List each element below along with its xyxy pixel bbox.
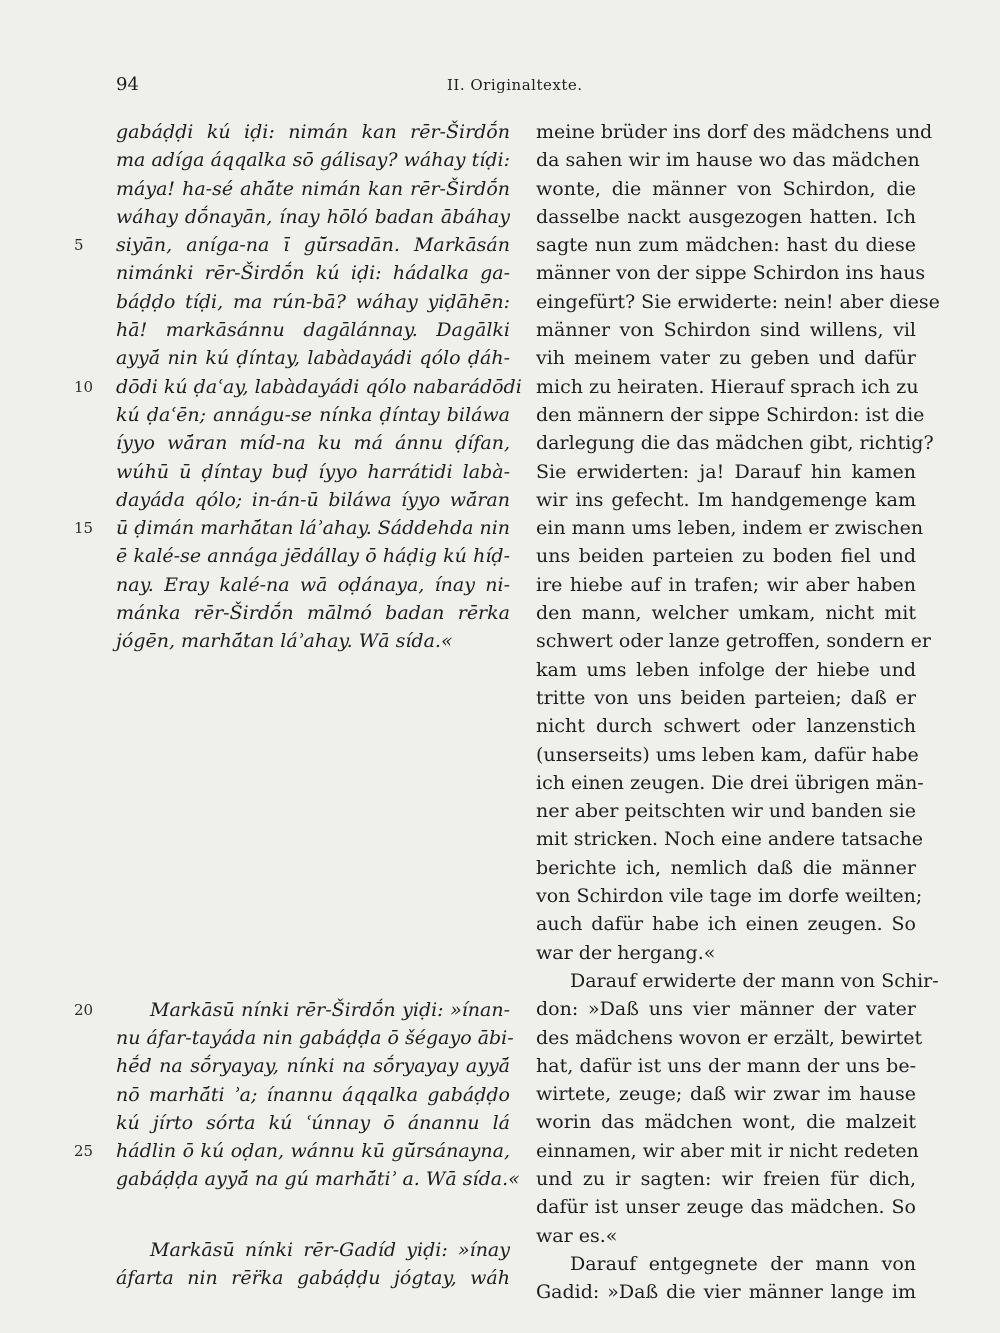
line-text: báḍḍo tíḍi, ma rún-bā? wáhay yiḍāhēn: — [116, 290, 510, 313]
somali-line — [116, 627, 510, 655]
line-text: Gadid: »Daß die vier männer lange im — [536, 1281, 916, 1304]
somali-line — [116, 599, 510, 627]
running-head: II. Originaltexte. — [447, 76, 583, 94]
original-text-column — [74, 118, 522, 1292]
german-line — [536, 627, 931, 655]
german-line — [536, 967, 939, 995]
line-text: íyyo wā́ran míd-na ku má ánnu ḍífan, — [116, 432, 510, 455]
german-line — [536, 741, 919, 769]
line-number: 10 — [74, 377, 94, 396]
somali-line — [116, 1081, 510, 1109]
line-text: eingefürt? Sie erwiderte: nein! aber diese — [536, 290, 940, 313]
line-text: kú jírto sórta kú ʿúnnay ō ánannu lá — [116, 1111, 510, 1134]
line-text: hat, dafür ist uns der mann der uns be- — [536, 1054, 916, 1077]
somali-line — [116, 571, 510, 599]
somali-line — [74, 373, 522, 401]
line-text: nimánki rēr-Širdṓn kú iḍi: hádalka ga- — [116, 262, 510, 285]
somali-line — [116, 401, 510, 429]
somali-line — [116, 1052, 510, 1080]
line-text: wir ins gefecht. Im handgemenge kam — [536, 488, 916, 511]
line-text: meine brüder ins dorf des mädchens und — [536, 121, 933, 143]
german-line — [536, 344, 916, 372]
line-text: den mann, welcher umkam, nicht mit — [536, 602, 916, 625]
line-number: 20 — [74, 1000, 94, 1019]
german-line — [536, 854, 916, 882]
german-line — [536, 684, 916, 712]
german-line — [536, 1137, 919, 1165]
german-line — [536, 175, 916, 203]
line-text: gabáḍḍa ayyā́ na gú marhā́tiʾ a. Wā sída.« — [116, 1168, 520, 1191]
line-text: den männern der sippe Schirdon: ist die — [536, 403, 925, 426]
somali-line — [116, 175, 510, 203]
german-line — [536, 882, 923, 910]
line-text: ner aber peitschten wir und banden sie — [536, 800, 916, 823]
german-line — [536, 1165, 916, 1193]
german-line — [536, 401, 925, 429]
line-text: gabáḍḍi kú iḍi: nimán kan rēr-Širdṓn — [116, 121, 510, 143]
somali-line — [116, 1165, 520, 1193]
translation-column — [536, 118, 940, 1306]
line-text: dafür ist unser zeuge das mädchen. So — [536, 1196, 916, 1219]
somali-line — [116, 203, 510, 231]
line-text: da sahen wir im hause wo das mädchen — [536, 149, 920, 172]
line-number: 15 — [74, 519, 94, 538]
line-text: ein mann ums leben, indem er zwischen — [536, 517, 924, 540]
line-text: Sie erwiderten: ja! Darauf hin kamen — [536, 460, 916, 483]
line-text: uns beiden parteien zu boden fiel und — [536, 545, 916, 568]
line-text: mit stricken. Noch eine andere tatsache — [536, 828, 923, 851]
somali-line — [74, 514, 511, 542]
line-text: wáhay dṓnayān, ínay hōló badan ābáhay — [116, 205, 510, 228]
line-text: männer von Schirdon sind willens, vil — [536, 319, 916, 342]
line-number: 5 — [74, 236, 84, 255]
german-line — [536, 1222, 916, 1250]
line-text: (unserseits) ums leben kam, dafür habe — [536, 743, 919, 766]
line-text: kam ums leben infolge der hiebe und — [536, 658, 916, 681]
german-line — [536, 316, 916, 344]
german-line — [536, 373, 919, 401]
line-text: dasselbe nackt ausgezogen hatten. Ich — [536, 205, 916, 228]
german-line — [536, 712, 916, 740]
line-text: nicht durch schwert oder lanzenstich — [536, 715, 916, 738]
german-line — [536, 995, 916, 1023]
german-line — [536, 1052, 916, 1080]
line-text: ū ḍimán marhā́tan láʾahay. Sáddehda nin — [116, 517, 511, 540]
line-text: darlegung die das mädchen gibt, richtig? — [536, 432, 934, 455]
german-line — [536, 231, 916, 259]
somali-line — [116, 146, 510, 174]
german-line — [536, 259, 926, 287]
german-line — [536, 656, 916, 684]
line-text: Markāsū nínki rēr-Gadíd yiḍi: »ínay — [150, 1238, 510, 1261]
somali-line — [116, 288, 510, 316]
german-line — [536, 1278, 916, 1306]
german-line — [536, 1024, 923, 1052]
german-line — [536, 146, 920, 174]
german-line — [536, 203, 916, 231]
line-text: máya! ha-sé ahā́te nimán kan rēr-Širdṓn — [116, 177, 510, 200]
line-text: hā! markāsánnu dagālánnay. Dagālki — [116, 319, 510, 342]
german-line — [536, 1250, 916, 1278]
line-text: dōdi kú ḍaʿay, labàdayádi qólo nabarádōdi — [116, 375, 522, 398]
german-line — [536, 458, 916, 486]
page-number: 94 — [116, 74, 139, 95]
line-text: sagte nun zum mädchen: hast du diese — [536, 234, 916, 257]
line-text: war es.« — [536, 1224, 618, 1247]
german-line — [536, 825, 923, 853]
line-text: berichte ich, nemlich daß die männer — [536, 856, 916, 879]
german-line — [536, 1108, 916, 1136]
line-text: kú ḍaʿēn; annágu-se nínka ḍíntay biláwa — [116, 403, 510, 426]
somali-line — [116, 316, 510, 344]
line-text: des mädchens wovon er erzält, bewirtet — [536, 1026, 923, 1049]
line-text: wirtete, zeuge; daß wir zwar im hause — [536, 1083, 916, 1106]
somali-line — [116, 259, 510, 287]
german-line — [536, 599, 916, 627]
line-text: áfarta nin rēr̈ka gabáḍḍu jógtay, wáh — [116, 1267, 510, 1290]
line-number: 25 — [74, 1142, 94, 1161]
german-line — [536, 288, 940, 316]
line-text: ich einen zeugen. Die drei übrigen män- — [536, 771, 924, 794]
line-text: war der hergang.« — [536, 941, 716, 964]
somali-line — [74, 231, 510, 259]
line-text: und zu ir sagten: wir freien für dich, — [536, 1167, 916, 1190]
line-text: hḗd na sṓryayay, nínki na sṓryayay ayyā́ — [116, 1055, 510, 1078]
line-text: nō marhā́ti ʾa; ínannu áqqalka gabáḍḍo — [116, 1083, 510, 1106]
german-line — [536, 486, 916, 514]
line-text: Darauf erwiderte der mann von Schir- — [570, 969, 939, 992]
german-line — [536, 1193, 916, 1221]
somali-line — [74, 1137, 510, 1165]
line-text: Darauf entgegnete der mann von — [570, 1252, 916, 1275]
line-text: wonte, die männer von Schirdon, die — [536, 177, 916, 200]
line-text: männer von der sippe Schirdon ins haus — [536, 262, 926, 285]
line-text: don: »Daß uns vier männer der vater — [536, 998, 916, 1021]
line-text: mich zu heiraten. Hierauf sprach ich zu — [536, 375, 919, 398]
german-line — [536, 939, 916, 967]
line-text: auch dafür habe ich einen zeugen. So — [536, 913, 916, 936]
line-text: einnamen, wir aber mit ir nicht redeten — [536, 1139, 919, 1162]
somali-line — [116, 542, 510, 570]
column-gap — [116, 656, 510, 996]
line-text: ē kalé-se annága jēdállay ō háḍig kú híḍ- — [116, 545, 510, 568]
line-text: tritte von uns beiden parteien; daß er — [536, 686, 916, 709]
german-line — [536, 797, 916, 825]
german-line — [536, 542, 916, 570]
somali-line — [116, 458, 510, 486]
german-line — [536, 514, 924, 542]
line-text: ayyā́ nin kú ḍíntay, labàdayádi qólo ḍáh- — [116, 347, 510, 370]
german-line — [536, 769, 924, 797]
line-text: ma adíga áqqalka sō gálisay? wáhay tíḍi: — [116, 149, 510, 172]
line-text: mánka rēr-Širdṓn mālmó badan rērka — [116, 602, 510, 625]
line-text: worin das mädchen wont, die malzeit — [536, 1111, 916, 1134]
line-text: jógēn, marhā́tan láʾahay. Wā sída.« — [116, 630, 453, 653]
line-text: hádlin ō kú oḍan, wánnu kū gū̆rsánayna, — [116, 1140, 510, 1163]
line-text: nu áfar-tayáda nin gabáḍḍa ō šégayo ābi- — [116, 1026, 514, 1049]
line-text: vih meinem vater zu geben und dafür — [536, 347, 916, 370]
german-line — [536, 571, 916, 599]
line-text: siyān, aníga-na ī gū̆rsadān. Markāsán — [116, 234, 510, 257]
column-gap — [116, 1194, 510, 1236]
german-line — [536, 1080, 916, 1108]
german-line — [536, 118, 933, 146]
somali-line — [116, 118, 510, 146]
somali-line — [116, 1024, 514, 1052]
line-text: wúhū ū ḍíntay buḍ íyyo harrátidi labà- — [116, 460, 510, 483]
german-line — [536, 910, 916, 938]
somali-line — [116, 1264, 510, 1292]
german-line — [536, 429, 934, 457]
somali-line — [74, 996, 510, 1024]
line-text: nay. Eray kalé-na wā oḍánaya, ínay ni- — [116, 573, 510, 596]
line-text: Markāsū nínki rēr-Širdṓn yiḍi: »ínan- — [150, 998, 510, 1021]
line-text: von Schirdon vile tage im dorfe weilten; — [536, 885, 923, 908]
somali-line — [116, 1109, 510, 1137]
line-text: schwert oder lanze getroffen, sondern er — [536, 630, 931, 653]
page-header — [0, 74, 1000, 100]
somali-line — [116, 1236, 510, 1264]
line-text: ire hiebe auf in trafen; wir aber haben — [536, 573, 916, 596]
somali-line — [116, 344, 510, 372]
somali-line — [116, 429, 510, 457]
somali-line — [116, 486, 510, 514]
line-text: dayáda qólo; in-án-ū biláwa íyyo wā́ran — [116, 488, 510, 511]
